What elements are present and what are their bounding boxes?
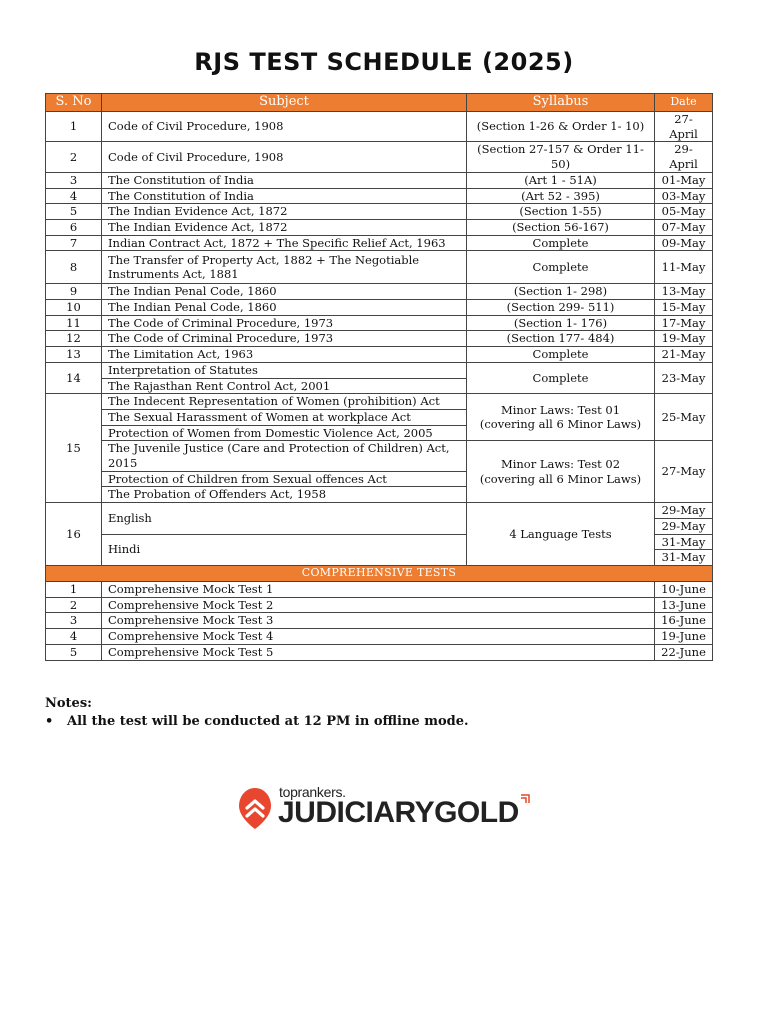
syllabus-cell: (Art 1 - 51A): [467, 172, 655, 188]
syllabus-cell: Complete: [467, 235, 655, 251]
sno-cell: 11: [46, 315, 102, 331]
syllabus-cell: Complete: [467, 347, 655, 363]
subject-cell: Comprehensive Mock Test 2: [102, 597, 655, 613]
subject-cell: Comprehensive Mock Test 5: [102, 644, 655, 660]
table-row: [46, 613, 713, 629]
date-cell: 22-June: [655, 644, 713, 660]
sno-cell: 1: [46, 112, 102, 142]
table-row: [46, 394, 713, 410]
subject-cell: The Transfer of Property Act, 1882 + The Negotiable Instruments Act, 1881: [102, 251, 467, 284]
subject-cell: Comprehensive Mock Test 4: [102, 629, 655, 645]
date-cell: 29-May: [655, 503, 713, 519]
table-row: [46, 503, 713, 519]
sno-cell: 3: [46, 172, 102, 188]
table-row: [46, 172, 713, 188]
brand-logo: [238, 780, 538, 832]
subject-cell: The Sexual Harassment of Women at workplace Act: [102, 409, 467, 425]
syllabus-cell: (Section 177- 484): [467, 331, 655, 347]
date-cell: 21-May: [655, 347, 713, 363]
sno-cell: 5: [46, 204, 102, 220]
section-header-row: [46, 565, 713, 581]
subject-cell: The Indecent Representation of Women (prohibition) Act: [102, 394, 467, 410]
subject-cell: Protection of Children from Sexual offences Act: [102, 471, 467, 487]
date-cell: 25-May: [655, 394, 713, 441]
sno-cell: 8: [46, 251, 102, 284]
schedule-table: [45, 93, 713, 661]
table-row: [46, 581, 713, 597]
table-row: [46, 112, 713, 142]
sno-cell: 4: [46, 629, 102, 645]
sno-cell: 4: [46, 188, 102, 204]
subject-cell: Code of Civil Procedure, 1908: [102, 142, 467, 172]
subject-cell: Indian Contract Act, 1872 + The Specific Relief Act, 1963: [102, 235, 467, 251]
date-cell: 07-May: [655, 219, 713, 235]
table-row: [46, 188, 713, 204]
subject-cell: The Indian Evidence Act, 1872: [102, 204, 467, 220]
syllabus-cell: 4 Language Tests: [467, 503, 655, 566]
sno-cell: 13: [46, 347, 102, 363]
subject-cell: Code of Civil Procedure, 1908: [102, 112, 467, 142]
table-row: [46, 142, 713, 172]
date-cell: 03-May: [655, 188, 713, 204]
syllabus-cell: (Section 27-157 & Order 11- 50): [467, 142, 655, 172]
date-cell: 27-April: [655, 112, 713, 142]
sno-cell: 9: [46, 284, 102, 300]
table-row: [46, 315, 713, 331]
subject-cell: Comprehensive Mock Test 3: [102, 613, 655, 629]
date-cell: 29-May: [655, 518, 713, 534]
syllabus-cell: Complete: [467, 251, 655, 284]
sno-cell: 7: [46, 235, 102, 251]
sno-cell: 10: [46, 300, 102, 316]
subject-cell: Hindi: [102, 534, 467, 565]
table-row: [46, 235, 713, 251]
subject-cell: The Code of Criminal Procedure, 1973: [102, 315, 467, 331]
sno-cell: 2: [46, 597, 102, 613]
sno-cell: 16: [46, 503, 102, 566]
syllabus-line: Minor Laws: Test 02: [500, 457, 621, 472]
table-row: [46, 644, 713, 660]
logo-mark-icon: [238, 786, 272, 830]
sno-cell: 1: [46, 581, 102, 597]
subject-cell: The Constitution of India: [102, 172, 467, 188]
sno-cell: 12: [46, 331, 102, 347]
date-cell: 10-June: [655, 581, 713, 597]
syllabus-cell: (Section 1- 176): [467, 315, 655, 331]
date-cell: 19-June: [655, 629, 713, 645]
date-cell: 31-May: [655, 550, 713, 566]
date-cell: 05-May: [655, 204, 713, 220]
subject-cell: Comprehensive Mock Test 1: [102, 581, 655, 597]
notes-item-text: All the test will be conducted at 12 PM in offline mode.: [67, 714, 469, 729]
logo-corner-icon: [520, 794, 530, 804]
header-sno: S. No: [46, 94, 102, 112]
syllabus-line: (covering all 6 Minor Laws): [479, 471, 642, 486]
table-row: [46, 597, 713, 613]
subject-cell: The Indian Evidence Act, 1872: [102, 219, 467, 235]
syllabus-cell: (Section 1-26 & Order 1- 10): [467, 112, 655, 142]
table-row: [46, 331, 713, 347]
subject-cell: Interpretation of Statutes: [102, 362, 467, 378]
syllabus-cell: (Section 299- 511): [467, 300, 655, 316]
subject-cell: The Indian Penal Code, 1860: [102, 300, 467, 316]
table-row: [46, 362, 713, 378]
header-subject: Subject: [102, 94, 467, 112]
date-cell: 29-April: [655, 142, 713, 172]
date-cell: 16-June: [655, 613, 713, 629]
syllabus-cell: (Section 56-167): [467, 219, 655, 235]
syllabus-cell-minor-test-1: [467, 394, 655, 441]
sno-cell: 6: [46, 219, 102, 235]
syllabus-line: (covering all 6 Minor Laws): [479, 417, 642, 432]
notes-heading: Notes:: [45, 696, 92, 711]
table-row: [46, 347, 713, 363]
table-row: [46, 251, 713, 284]
table-header-row: [46, 94, 713, 112]
date-cell: 31-May: [655, 534, 713, 550]
syllabus-cell-minor-test-2: [467, 441, 655, 503]
subject-cell: The Limitation Act, 1963: [102, 347, 467, 363]
syllabus-cell: (Section 1-55): [467, 204, 655, 220]
date-cell: 13-June: [655, 597, 713, 613]
subject-cell: The Constitution of India: [102, 188, 467, 204]
subject-cell: The Juvenile Justice (Care and Protection of Children) Act, 2015: [102, 441, 467, 471]
date-cell: 01-May: [655, 172, 713, 188]
syllabus-cell: (Section 1- 298): [467, 284, 655, 300]
sno-cell: 3: [46, 613, 102, 629]
subject-cell: The Rajasthan Rent Control Act, 2001: [102, 378, 467, 394]
logo-big-text: JUDICIARYGOLD: [278, 796, 519, 829]
subject-cell: English: [102, 503, 467, 534]
date-cell: 17-May: [655, 315, 713, 331]
subject-cell: The Code of Criminal Procedure, 1973: [102, 331, 467, 347]
header-syllabus: Syllabus: [467, 94, 655, 112]
table-row: [46, 284, 713, 300]
subject-cell: The Indian Penal Code, 1860: [102, 284, 467, 300]
table-row: [46, 629, 713, 645]
syllabus-line: Minor Laws: Test 01: [500, 402, 621, 417]
syllabus-cell: (Art 52 - 395): [467, 188, 655, 204]
date-cell: 23-May: [655, 362, 713, 393]
logo-small-text: toprankers.: [279, 784, 346, 800]
date-cell: 19-May: [655, 331, 713, 347]
subject-cell: The Probation of Offenders Act, 1958: [102, 487, 467, 503]
date-cell: 11-May: [655, 251, 713, 284]
bullet-icon: •: [45, 714, 54, 729]
table-row: [46, 204, 713, 220]
date-cell: 15-May: [655, 300, 713, 316]
date-cell: 27-May: [655, 441, 713, 503]
sno-cell: 2: [46, 142, 102, 172]
table-row: [46, 300, 713, 316]
sno-cell: 5: [46, 644, 102, 660]
header-date: Date: [655, 94, 713, 112]
subject-cell: Protection of Women from Domestic Violence Act, 2005: [102, 425, 467, 441]
date-cell: 13-May: [655, 284, 713, 300]
table-row: [46, 219, 713, 235]
page-title: RJS TEST SCHEDULE (2025): [194, 48, 574, 76]
sno-cell: 14: [46, 362, 102, 393]
section-heading: COMPREHENSIVE TESTS: [46, 565, 713, 581]
table-row: [46, 441, 713, 471]
syllabus-cell: Complete: [467, 362, 655, 393]
date-cell: 09-May: [655, 235, 713, 251]
notes-item: [45, 714, 469, 729]
sno-cell: 15: [46, 394, 102, 503]
